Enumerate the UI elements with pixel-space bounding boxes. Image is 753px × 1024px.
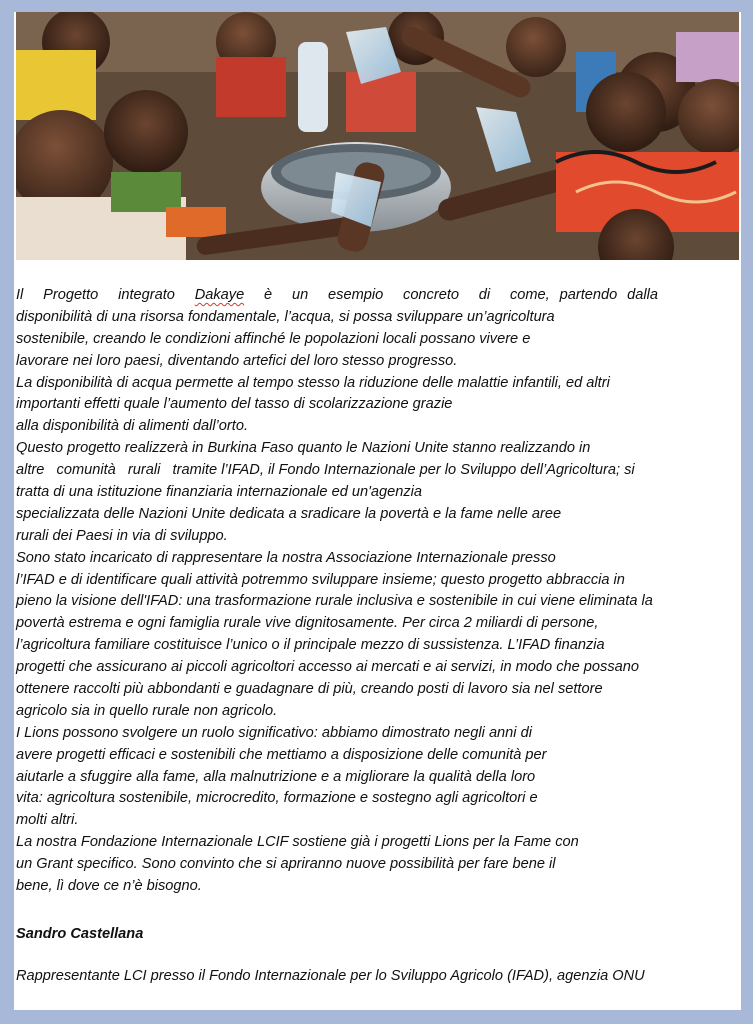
body-line: ottenere raccolti più abbondanti e guadagnare di più, creando posti di lavoro sia nel settore [16,681,603,698]
spellcheck-word: Dakaye [194,287,245,303]
article-body [16,285,738,898]
body-line: pieno la visione dell'IFAD: una trasformazione rurale inclusiva e sostenibile in cui viene eliminata la [16,593,653,610]
body-line: disponibilità di una risorsa fondamentale, l’acqua, si possa sviluppare un’agricoltura [16,308,555,325]
body-line: povertà estrema e ogni famiglia rurale vive dignitosamente. Per circa 2 miliardi di persone, [16,615,599,632]
body-line: I Lions possono svolgere un ruolo significativo: abbiamo dimostrato negli anni di [16,724,532,741]
body-line: importanti effetti quale l’aumento del tasso di scolarizzazione grazie [16,396,453,413]
body-line: altre comunità rurali tramite l’IFAD, il Fondo Internazionale per lo Sviluppo dell’Agricoltura; si [16,462,635,479]
body-line: l’IFAD e di identificare quali attività potremmo sviluppare insieme; questo progetto abbraccia in [16,571,625,588]
body-line: alla disponibilità di alimenti dall’orto. [16,418,249,435]
body-line: Questo progetto realizzerà in Burkina Faso quanto le Nazioni Unite stanno realizzando in [16,440,591,457]
body-line: l’agricoltura familiare costituisce l’unico o il principale mezzo di sussistenza. L’IFAD finanzia [16,637,605,654]
document-page [14,12,741,1010]
signature-name: Sandro Castellana [16,926,144,942]
body-line: La disponibilità di acqua permette al tempo stesso la riduzione delle malattie infantili, ed altri [16,374,610,391]
body-line: avere progetti efficaci e sostenibili che mettiamo a disposizione delle comunità per [16,746,547,763]
photo-children-water-illustration [16,12,739,260]
body-line: Sono stato incaricato di rappresentare la nostra Associazione Internazionale presso [16,549,556,566]
signature-role: Rappresentante LCI presso il Fondo Internazionale per lo Sviluppo Agricolo (IFAD), agenzia ONU [16,968,645,984]
body-line: progetti che assicurano ai piccoli agricoltori accesso ai mercati e ai servizi, in modo che possano [16,659,639,676]
body-line: aiutarle a sfuggire alla fame, alla malnutrizione e a migliorare la qualità della loro [16,768,536,785]
header-photo [16,12,739,260]
body-line: specializzata delle Nazioni Unite dedicata a sradicare la povertà e la fame nelle aree [16,505,562,522]
body-line: tratta di una istituzione finanziaria internazionale ed un'agenzia [16,484,423,501]
body-line: un Grant specifico. Sono convinto che si apriranno nuove possibilità per fare bene il [16,856,556,873]
body-line: La nostra Fondazione Internazionale LCIF sostiene già i progetti Lions per la Fame con [16,834,579,851]
body-line: molti altri. [16,812,79,829]
body-line: sostenibile, creando le condizioni affinché le popolazioni locali possano vivere e [16,330,531,347]
body-line: lavorare nei loro paesi, diventando artefici del loro stesso progresso. [16,352,458,369]
body-line: bene, lì dove ce n’è bisogno. [16,878,202,895]
body-line: agricolo sia in quello rurale non agricolo. [16,702,278,719]
body-line: Il Progetto integrato Dakaye è un esempio concreto di come, partendo dalla [16,287,659,303]
body-line: vita: agricoltura sostenibile, microcredito, formazione e sostegno agli agricoltori e [16,790,538,807]
body-line: rurali dei Paesi in via di sviluppo. [16,527,228,544]
